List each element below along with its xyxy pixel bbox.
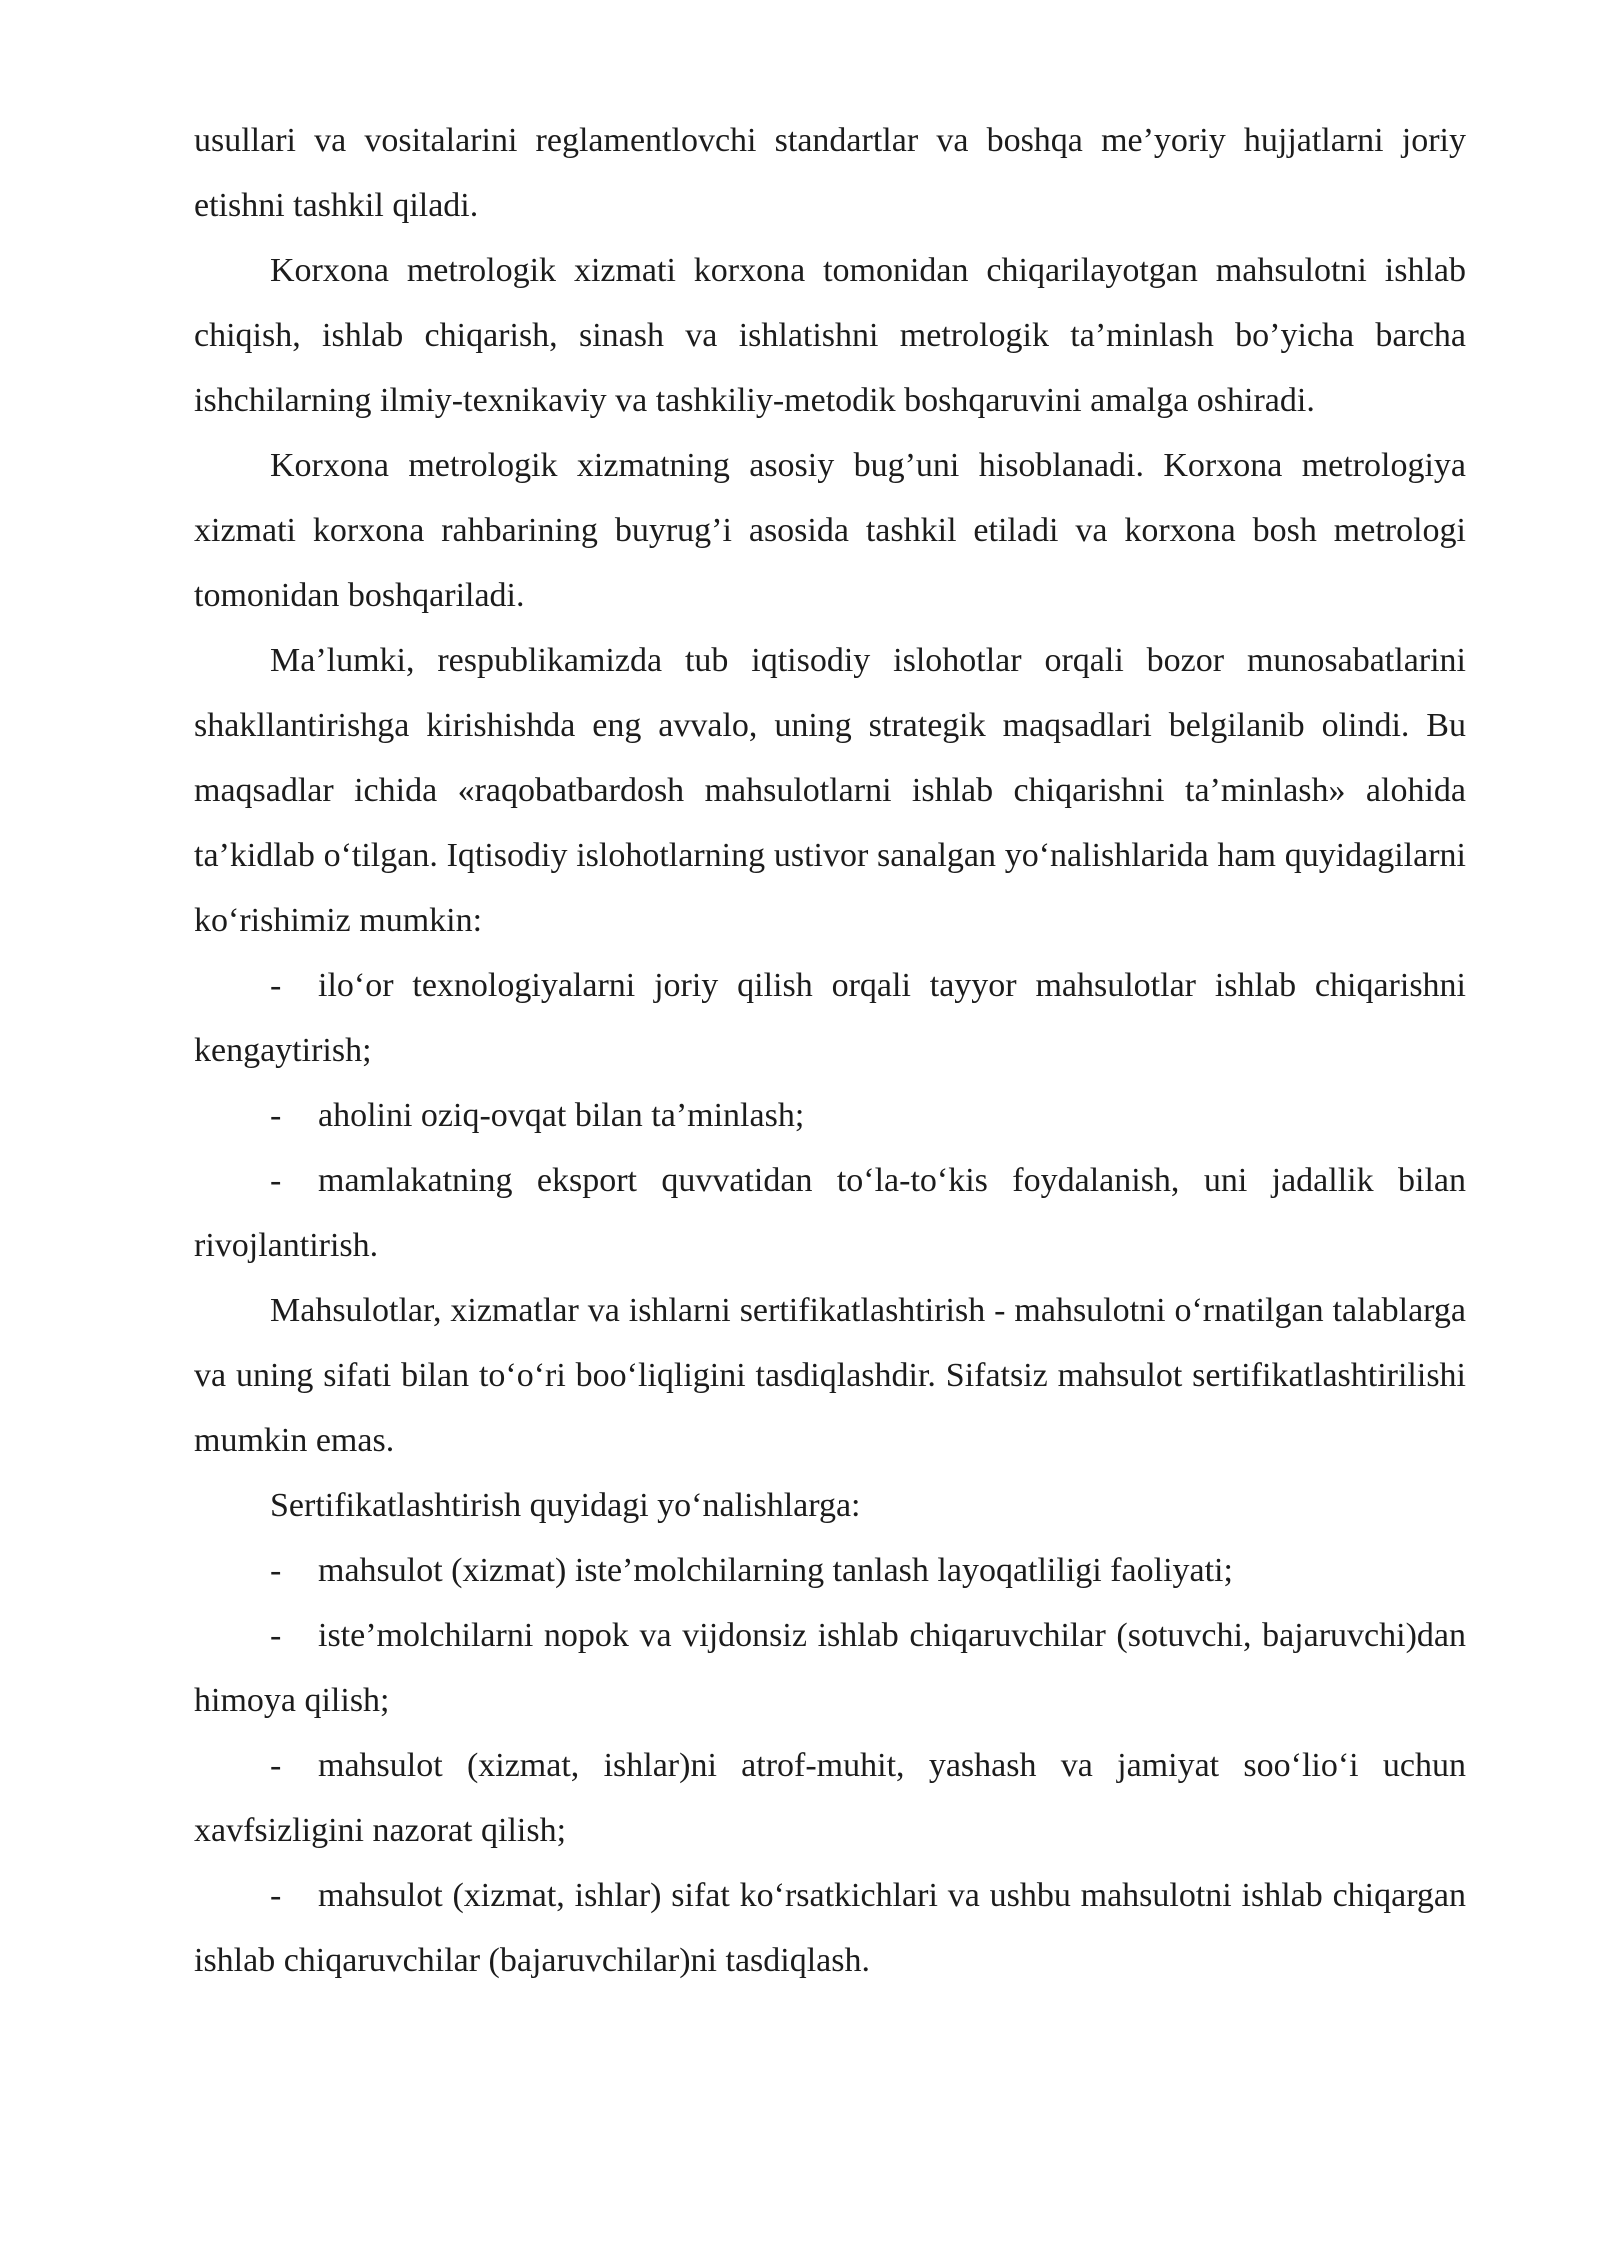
list-item-text: mahsulot (xizmat, ishlar) sifat ko‘rsatkichlari va ushbu mahsulotni ishlab chiqargan ishlab chiqaruvchilar (bajaruvchilar)ni tasdiqlash. [194, 1877, 1466, 1979]
list-bullet-dash: - [270, 1162, 282, 1199]
paragraph: Sertifikatlashtirish quyidagi yo‘nalishlarga: [270, 1487, 861, 1524]
paragraph: usullari va vositalarini reglamentlovchi standartlar va boshqa me’yoriy hujjatlarni joriy etishni tashkil qiladi. [194, 122, 1466, 224]
paragraph: Korxona metrologik xizmati korxona tomonidan chiqarilayotgan mahsulotni ishlab chiqish, ishlab chiqarish, sinash va ishlatishni metrologik ta’minlash bo’yicha barcha ishchilarning ilmiy-texnikaviy va tashkiliy-metodik boshqaruvini amalga oshiradi. [194, 252, 1466, 419]
list-item [194, 1538, 1466, 1603]
document-body [194, 108, 1466, 1993]
list-item-text: iste’molchilarni nopok va vijdonsiz ishlab chiqaruvchilar (sotuvchi, bajaruvchi)dan himoya qilish; [194, 1617, 1466, 1719]
list-item-text: ilo‘or texnologiyalarni joriy qilish orqali tayyor mahsulotlar ishlab chiqarishni kengaytirish; [194, 967, 1466, 1069]
list-bullet-dash: - [270, 1617, 282, 1654]
list-bullet-dash: - [270, 1877, 282, 1914]
list-item-text: aholini oziq-ovqat bilan ta’minlash; [318, 1097, 805, 1134]
list-item [194, 1603, 1466, 1733]
list-bullet-dash: - [270, 1097, 282, 1134]
list-item-text: mamlakatning eksport quvvatidan to‘la-to‘kis foydalanish, uni jadallik bilan rivojlantirish. [194, 1162, 1466, 1264]
paragraph: Ma’lumki, respublikamizda tub iqtisodiy islohotlar orqali bozor munosabatlarini shakllantirishga kirishishda eng avvalo, uning strategik maqsadlari belgilanib olindi. Bu maqsadlar ichida «raqobatbardosh mahsulotlarni ishlab chiqarishni ta’minlash» alohida ta’kidlab o‘tilgan. Iqtisodiy islohotlarning ustivor sanalgan yo‘nalishlarida ham quyidagilarni ko‘rishimiz mumkin: [194, 642, 1466, 939]
list-item [194, 953, 1466, 1083]
list-item-text: mahsulot (xizmat, ishlar)ni atrof-muhit, yashash va jamiyat soo‘lio‘i uchun xavfsizligini nazorat qilish; [194, 1747, 1466, 1849]
paragraph: Korxona metrologik xizmatning asosiy bug’uni hisoblanadi. Korxona metrologiya xizmati korxona rahbarining buyrug’i asosida tashkil etiladi va korxona bosh metrologi tomonidan boshqariladi. [194, 447, 1466, 614]
list-bullet-dash: - [270, 967, 282, 1004]
list-bullet-dash: - [270, 1552, 282, 1589]
list-item [194, 1733, 1466, 1863]
list-item-text: mahsulot (xizmat) iste’molchilarning tanlash layoqatliligi faoliyati; [318, 1552, 1233, 1589]
paragraph: Mahsulotlar, xizmatlar va ishlarni sertifikatlashtirish - mahsulotni o‘rnatilgan talablarga va uning sifati bilan to‘o‘ri boo‘liqligini tasdiqlashdir. Sifatsiz mahsulot sertifikatlashtirilishi mumkin emas. [194, 1292, 1466, 1459]
list-bullet-dash: - [270, 1747, 282, 1784]
list-item [194, 1863, 1466, 1993]
list-item [194, 1148, 1466, 1278]
list-item [194, 1083, 1466, 1148]
